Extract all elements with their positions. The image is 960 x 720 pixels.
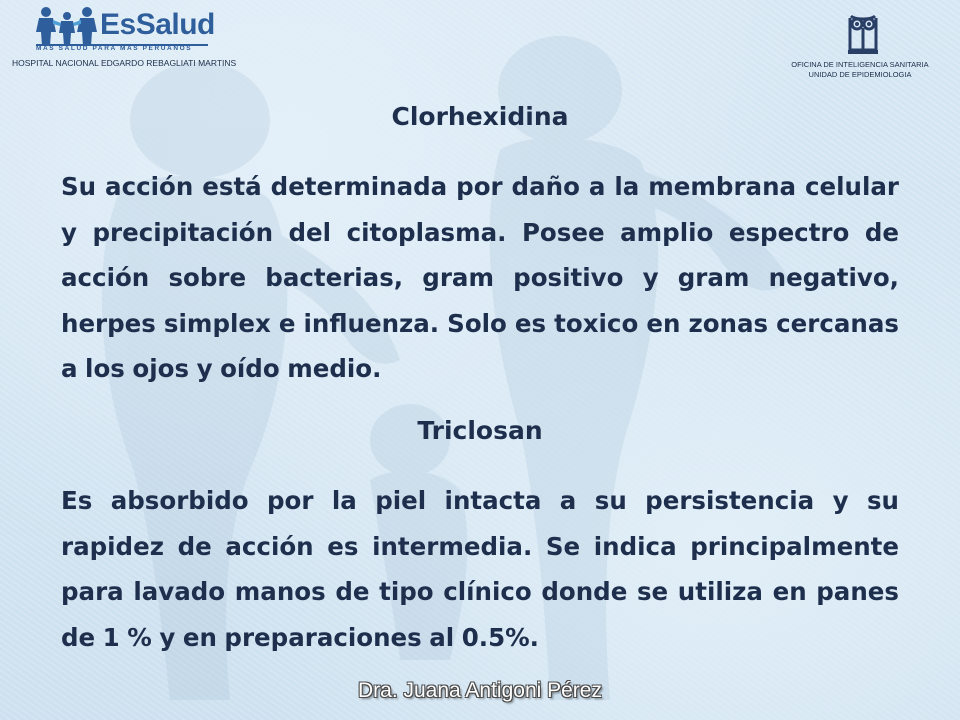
hospital-name: HOSPITAL NACIONAL EDGARDO REBAGLIATI MARTINS: [12, 58, 237, 68]
author-credit: Dra. Juana Antigoni Pérez: [358, 679, 602, 702]
section-title-clorhexidina: Clorhexidina: [391, 102, 569, 131]
family-figures-icon: [34, 6, 100, 46]
section-title-triclosan: Triclosan: [417, 416, 543, 445]
essalud-logo: [8, 4, 248, 68]
brand-name: EsSalud: [100, 8, 215, 41]
office-line-2: UNIDAD DE EPIDEMIOLOGIA: [808, 70, 912, 79]
section-body-clorhexidina: Su acción está determinada por daño a la membrana celular y precipitación del citoplasma. Posee amplio espectro de acción sobre bacterias, gram positivo y gram negativo, herpes simplex e influenza. Solo es toxico en zonas cercanas a los ojos y oído medio.: [61, 172, 899, 383]
epidemiology-office-logo: [770, 8, 950, 80]
office-line-1: OFICINA DE INTELIGENCIA SANITARIA: [791, 60, 929, 69]
office-name: [770, 60, 950, 80]
brand-tagline: MAS SALUD PARA MAS PERUANOS: [36, 45, 193, 52]
owl-icon: [845, 10, 881, 56]
section-body-triclosan: Es absorbido por la piel intacta a su persistencia y su rapidez de acción es intermedia. Se indica principalmente para lavado manos de tipo clínico donde se utiliza en panes de 1 % y en preparaciones al 0.5%.: [61, 486, 899, 652]
